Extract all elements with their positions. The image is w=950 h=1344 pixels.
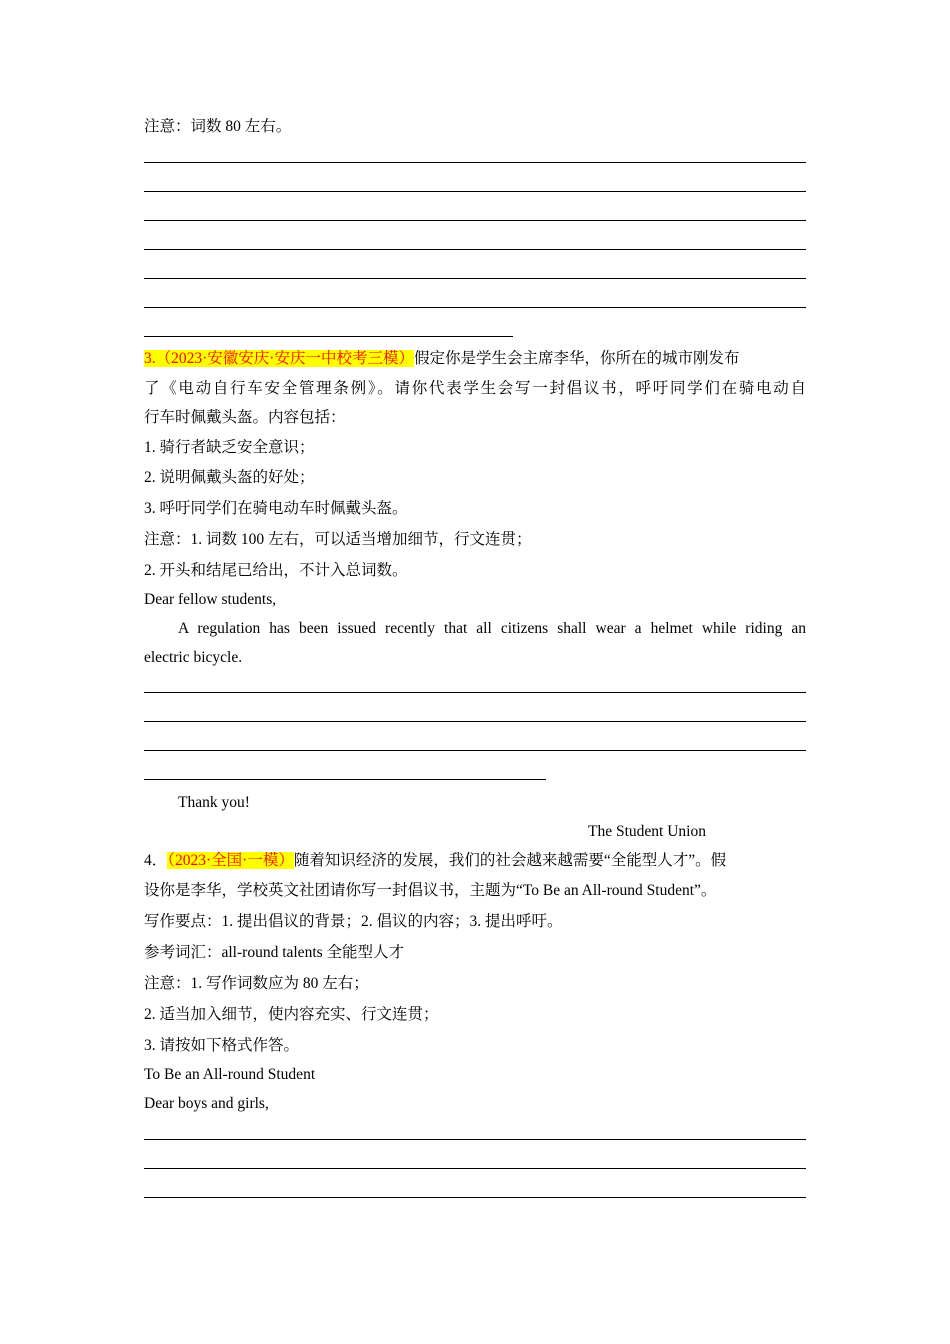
q4-prompt-line1 (144, 851, 726, 871)
q4-vocabulary: 参考词汇：all-round talents 全能型人才 (144, 944, 405, 961)
q4-line1: 随着知识经济的发展，我们的社会越来越需要“全能型人才”。假 (293, 852, 727, 869)
q4-writing-points: 写作要点：1. 提出倡议的背景；2. 倡议的内容；3. 提出呼吁。 (144, 913, 563, 930)
answer-line (144, 750, 806, 751)
q3-opening-line1: A regulation has been issued recently that all citizens shall wear a helmet while riding an (178, 620, 806, 637)
answer-line (144, 162, 806, 163)
q3-number: 3. (144, 350, 156, 367)
answer-line (144, 307, 806, 308)
q3-item-1: 1. 骑行者缺乏安全意识； (144, 439, 315, 456)
answer-line (144, 191, 806, 192)
answer-line (144, 1197, 806, 1198)
answer-line-short (144, 336, 513, 337)
q3-closing: Thank you! (178, 794, 250, 811)
q3-signature: The Student Union (588, 823, 706, 840)
q3-opening-line2: electric bicycle. (144, 649, 243, 666)
answer-line-short (144, 779, 546, 780)
q4-note-2: 2. 适当加入细节，使内容充实、行文连贯； (144, 1006, 439, 1023)
q4-essay-title: To Be an All-round Student (144, 1066, 316, 1083)
answer-line (144, 249, 806, 250)
answer-line (144, 220, 806, 221)
q3-source-tag: （2023·安徽安庆·安庆一中校考三模） (155, 350, 414, 367)
q3-line2: 了《电动自行车安全管理条例》。请你代表学生会写一封倡议书，呼吁同学们在骑电动自 (144, 380, 806, 397)
q4-line2: 设你是李华，学校英文社团请你写一封倡议书，主题为“To Be an All-round Student”。 (144, 882, 717, 899)
q4-salutation: Dear boys and girls, (144, 1095, 269, 1112)
answer-line (144, 692, 806, 693)
q3-item-2: 2. 说明佩戴头盔的好处； (144, 469, 315, 486)
answer-line (144, 278, 806, 279)
q3-note-2: 2. 开头和结尾已给出，不计入总词数。 (144, 562, 408, 579)
q4-number: 4． (144, 852, 168, 869)
q4-source-tag: （2023·全国·一模） (167, 852, 294, 869)
q3-line1: 假定你是学生会主席李华，你所在的城市刚发布 (413, 350, 740, 367)
q4-note-1: 注意：1. 写作词数应为 80 左右； (144, 975, 369, 992)
answer-line (144, 1168, 806, 1169)
answer-line (144, 721, 806, 722)
q3-salutation: Dear fellow students, (144, 591, 277, 608)
word-count-note: 注意：词数 80 左右。 (144, 118, 292, 135)
answer-line (144, 1139, 806, 1140)
q3-prompt-line1 (144, 349, 739, 369)
q3-item-3: 3. 呼吁同学们在骑电动车时佩戴头盔。 (144, 500, 408, 517)
q3-line3: 行车时佩戴头盔。内容包括： (144, 409, 346, 426)
q3-note-1: 注意：1. 词数 100 左右，可以适当增加细节，行文连贯； (144, 531, 532, 548)
q4-note-3: 3. 请按如下格式作答。 (144, 1037, 300, 1054)
